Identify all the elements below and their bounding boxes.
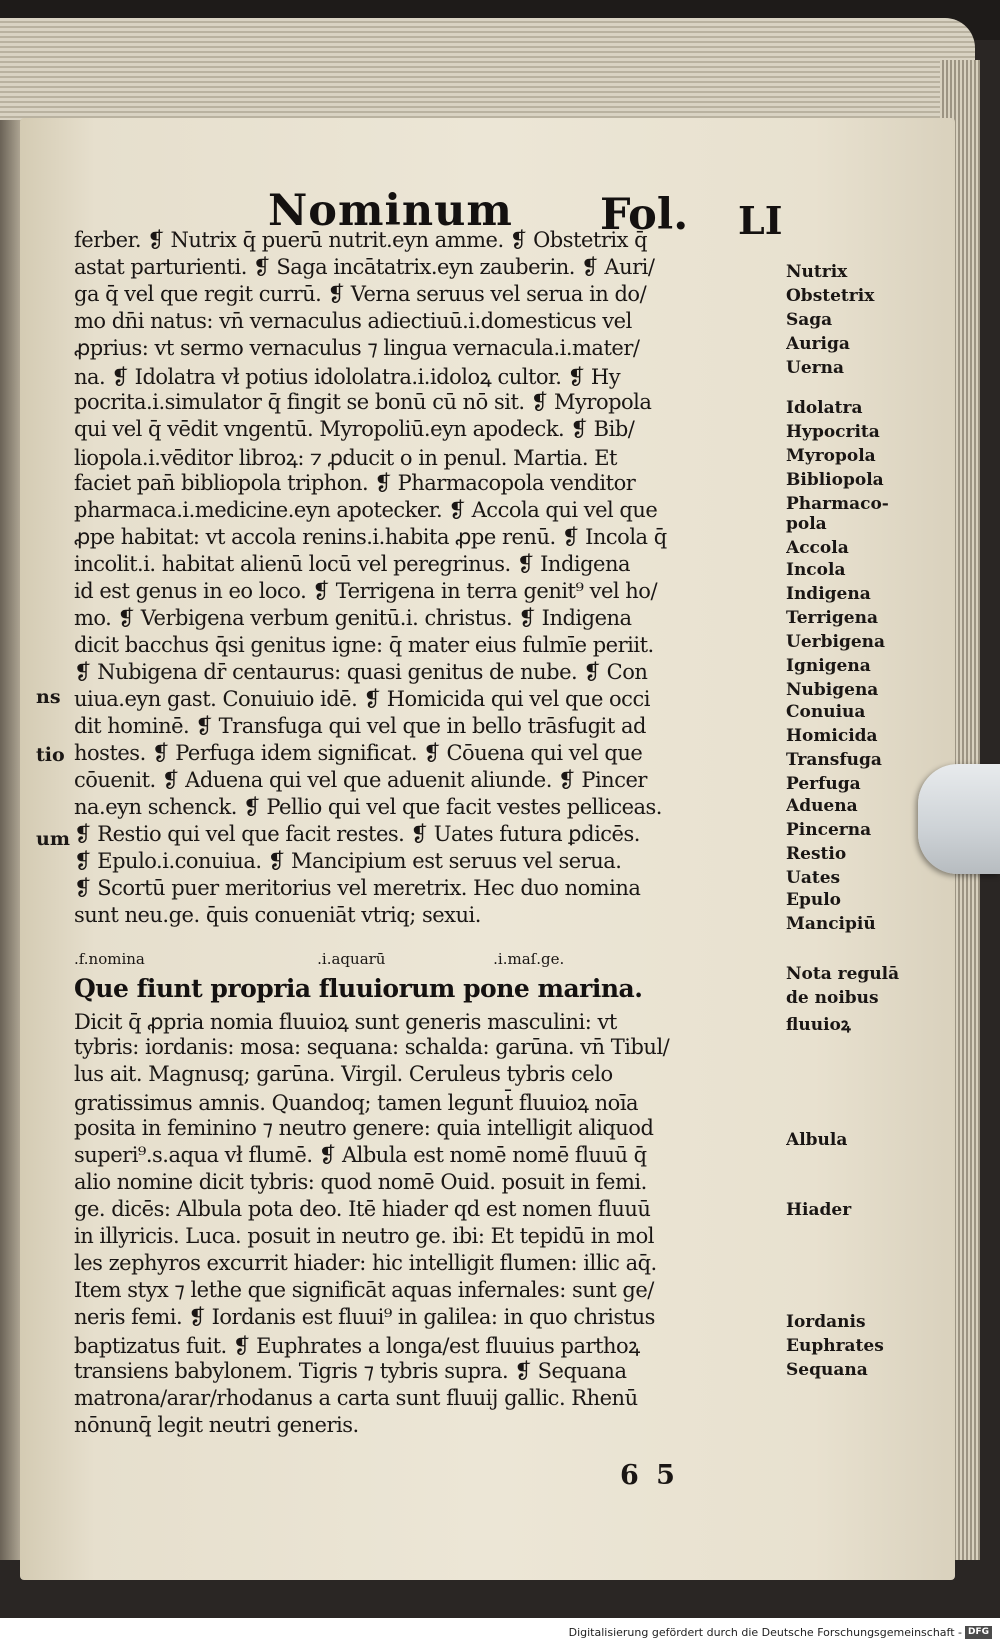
text-line: neris femi. ❡ Iordanis est fluui⁹ in galilea: in quo christus — [74, 1305, 655, 1329]
text-line: ferber. ❡ Nutrix q̄ puerū nutrit.eyn amme. ❡ Obstetrix q̄ — [74, 228, 648, 252]
text-line: mo. ❡ Verbigena verbum genitū.i. christus. ❡ Indigena — [74, 606, 632, 630]
folio-label: Fol. — [600, 190, 689, 240]
marginal-note: Uates — [786, 868, 841, 888]
marginal-note: Homicida — [786, 726, 878, 746]
marginal-note: Myropola — [786, 446, 876, 466]
text-line: uiua.eyn gast. Conuiuio idē. ❡ Homicida qui vel que occi — [74, 687, 650, 711]
text-line: qui vel q̄ vēdit vngentū. Myropoliū.eyn apodeck. ❡ Bib/ — [74, 417, 635, 441]
left-margin-fragment: um — [36, 828, 70, 850]
text-line: faciet pan̄ bibliopola triphon. ❡ Pharmacopola venditor — [74, 471, 636, 495]
marginal-note: Nutrix — [786, 262, 848, 282]
text-line: pocrita.i.simulator q̄ fingit se bonū cū nō sit. ❡ Myropola — [74, 390, 652, 414]
text-line: superi⁹.s.aqua vł flumē. ❡ Albula est nomē nomē fluuū q̄ — [74, 1143, 647, 1167]
marginal-note: de noibus — [786, 988, 879, 1008]
text-line: alio nomine dicit̄ tybris: quod nomē Ouid. posuit in femi. — [74, 1170, 647, 1194]
text-line: astat parturienti. ❡ Saga incātatrix.eyn zauberin. ❡ Auri/ — [74, 255, 655, 279]
funding-credit: Digitalisierung gefördert durch die Deutsche Forschungsgemeinschaft - — [568, 1626, 962, 1639]
marginal-note: Nubigena — [786, 680, 879, 700]
text-line: sunt neu.ge. q̄uis conueniāt vtriq; sexui. — [74, 903, 481, 927]
text-line: ❡ Nubigena dr̄ centaurus: quasi genitus de nube. ❡ Con — [74, 660, 648, 684]
text-line: ge. dicēs: Albula pota deo. Itē hiader qd̄ est nomen fluuū — [74, 1197, 651, 1221]
text-line: hostes. ❡ Perfuga idem significat. ❡ Cōuena qui vel que — [74, 741, 643, 765]
text-line: ❡ Restio qui vel que facit restes. ❡ Uates futura ꝑdicēs. — [74, 822, 640, 846]
text-line: ga q̄ vel que regit currū. ❡ Verna seruus vel serua in do/ — [74, 282, 647, 306]
section-heading: Que fiunt propria fluuiorum pone marina. — [74, 974, 643, 1003]
marginal-note: Incola — [786, 560, 846, 580]
marginal-note: Accola — [786, 538, 849, 558]
text-line: Dicit q̄ ꝓpria nomia fluuioꝝ sunt generis masculini: vt — [74, 1010, 617, 1034]
marginal-note: Idolatra — [786, 398, 863, 418]
marginal-note: Indigena — [786, 584, 871, 604]
text-line: na.eyn schenck. ❡ Pellio qui vel que facit vestes pelliceas. — [74, 795, 662, 819]
text-line: ❡ Scortū puer meritorius vel meretrix. Hec duo nomina — [74, 876, 641, 900]
marginal-note: Epulo — [786, 890, 842, 910]
text-line: Item styx ⁊ lethe que significāt aquas infernales: sunt ge/ — [74, 1278, 654, 1302]
marginal-note: fluuioꝝ — [786, 1015, 851, 1035]
text-line: dicit̄ bacchus q̄si genitus igne: q̄ mater eius fulmīe periit. — [74, 633, 654, 657]
text-line: dit hominē. ❡ Transfuga qui vel que in bello trāsfugit ad — [74, 714, 646, 738]
text-line: incolit.i. habitat alienū locū vel peregrinus. ❡ Indigena — [74, 552, 631, 576]
left-margin-fragment: ns — [36, 686, 61, 708]
marginal-note: Uerbigena — [786, 632, 886, 652]
marginal-note: Restio — [786, 844, 847, 864]
marginal-note: Auriga — [786, 334, 850, 354]
left-margin-fragment: tio — [36, 744, 65, 766]
marginal-note: Pincerna — [786, 820, 872, 840]
marginal-note: Albula — [786, 1130, 848, 1150]
marginal-note: Sequana — [786, 1360, 868, 1380]
text-line: pharmaca.i.medicine.eyn apotecker. ❡ Accola qui vel que — [74, 498, 658, 522]
text-line: na. ❡ Idolatra vł potius idololatra.i.idoloꝝ cultor. ❡ Hy — [74, 365, 621, 389]
text-line: les zephyros excurrit hiader: hic intelligit̄ flumen: illic aq̄. — [74, 1251, 657, 1275]
text-line: baptizatus fuit. ❡ Euphrates a longa/est fluuius parthoꝝ — [74, 1334, 640, 1358]
text-line: posita in feminino ⁊ neutro genere: quia intelligit̄ aliquod — [74, 1116, 654, 1140]
text-line: tybris: iordanis: mosa: sequana: schalda: garūna. vn̄ Tibul/ — [74, 1035, 670, 1059]
marginal-note: Nota regulā — [786, 964, 900, 984]
text-line: matrona/arar/rhodanus a carta sunt fluuij gallic. Rhenū — [74, 1386, 638, 1410]
text-line: ꝓprius: vt sermo vernaculus ⁊ lingua vernacula.i.mater/ — [74, 336, 640, 360]
signature-mark: 6 5 — [620, 1460, 679, 1491]
dfg-logo: DFG — [965, 1626, 992, 1639]
marginal-note: Pharmaco- — [786, 494, 889, 514]
text-line: in illyricis. Luca. posuit in neutro ge. ibi: Et tepidū in mol — [74, 1224, 654, 1248]
marginal-note: pola — [786, 514, 827, 534]
text-line: liopola.i.vēditor libroꝝ: ⁊ ꝓducit o in penul. Martia. Et — [74, 446, 617, 470]
marginal-note: Iordanis — [786, 1312, 866, 1332]
marginal-note: Perfuga — [786, 774, 861, 794]
marginal-note: Saga — [786, 310, 833, 330]
marginal-note: Terrigena — [786, 608, 878, 628]
text-line: id est genus in eo loco. ❡ Terrigena in terra genit⁹ vel ho/ — [74, 579, 658, 603]
marginal-note: Ignigena — [786, 656, 871, 676]
folio-number: LI — [738, 198, 783, 243]
marginal-note: Aduena — [786, 796, 858, 816]
text-line: cōuenit. ❡ Aduena qui vel que aduenit aliunde. ❡ Pincer — [74, 768, 647, 792]
text-line: ❡ Epulo.i.conuiua. ❡ Mancipium est seruus vel serua. — [74, 849, 622, 873]
marginal-note: Euphrates — [786, 1336, 884, 1356]
interlinear-gloss: .f.nomina .i.aquarū .i.maſ.ge. — [74, 950, 565, 968]
text-line: transiens babylonem. Tigris ⁊ tybris supra. ❡ Sequana — [74, 1359, 627, 1383]
marginal-note: Obstetrix — [786, 286, 875, 306]
marginal-note: Bibliopola — [786, 470, 884, 490]
marginal-note: Hiader — [786, 1200, 852, 1220]
text-line: ꝓpe habitat: vt accola renins.i.habita ꝓpe renū. ❡ Incola q̄ — [74, 525, 667, 549]
text-line: gratissimus amnis. Quandoq; tamen legunt̄ fluuioꝝ noīa — [74, 1091, 639, 1115]
marginal-note: Mancipiū — [786, 914, 876, 934]
marginal-note: Conuiua — [786, 702, 866, 722]
bookmark-clip — [918, 764, 1000, 874]
text-line: nōnunq̄ legit̄ neutri generis. — [74, 1413, 359, 1437]
text-line: mo dn̄i natus: vn̄ vernaculus adiectiuū.i.domesticus vel — [74, 309, 632, 333]
marginal-note: Uerna — [786, 358, 844, 378]
marginal-note: Transfuga — [786, 750, 882, 770]
text-line: lus ait. Magnusq; garūna. Virgil. Ceruleus tybris celo — [74, 1062, 613, 1086]
marginal-note: Hypocrita — [786, 422, 880, 442]
running-head-title: Nominum — [268, 186, 513, 236]
